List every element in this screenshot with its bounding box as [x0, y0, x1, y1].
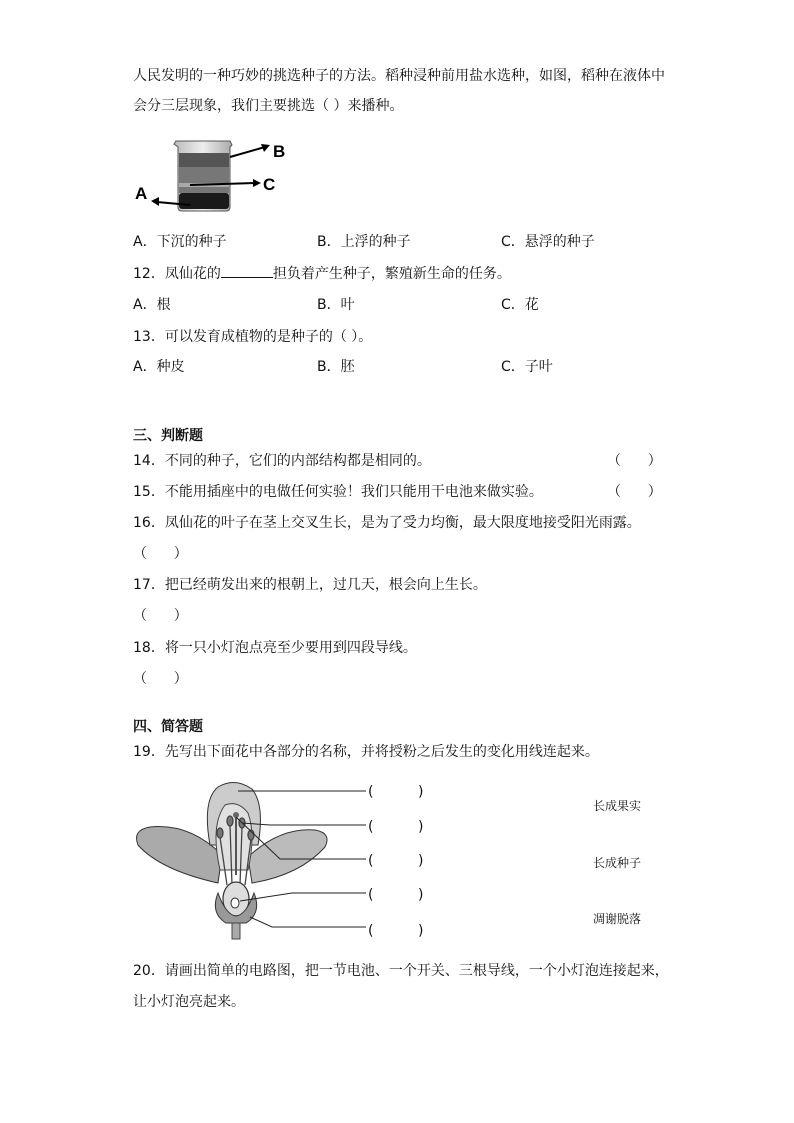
change-label-wither: 凋谢脱落	[593, 912, 642, 926]
flower-structure-diagram	[130, 775, 380, 940]
q17-statement: 17．把已经萌发出来的根朝上，过几天，根会向上生长。	[133, 577, 487, 593]
beaker-label-a: A	[135, 184, 148, 203]
flower-part-blank-1[interactable]: ( )	[368, 784, 424, 800]
q12-option-a: A．根	[133, 297, 171, 313]
q20-question-line-1: 20．请画出简单的电路图，把一节电池、一个开关、三根导线，一个小灯泡连接起来，	[133, 963, 669, 979]
intro-line-2: 会分三层现象，我们主要挑选（ ）来播种。	[133, 98, 404, 114]
q15-statement: 15．不能用插座中的电做任何实验！我们只能用干电池来做实验。	[133, 484, 543, 500]
q18-statement: 18．将一只小灯泡点亮至少要用到四段导线。	[133, 640, 417, 656]
q13-option-c: C．子叶	[501, 359, 553, 375]
q13-question: 13．可以发育成植物的是种子的（ ）。	[133, 329, 373, 345]
q12-option-c: C．花	[501, 297, 539, 313]
q17-answer-paren[interactable]: （ ）	[133, 608, 188, 624]
q13-option-b: B．胚	[317, 359, 355, 375]
flower-part-blank-4[interactable]: ( )	[368, 887, 424, 903]
section-4-title: 四、简答题	[133, 719, 203, 735]
beaker-label-c: C	[263, 175, 276, 194]
q11-option-a: A．下沉的种子	[133, 234, 227, 250]
q16-statement: 16．凤仙花的叶子在茎上交叉生长，是为了受力均衡，最大限度地接受阳光雨露。	[133, 515, 641, 531]
q12-text-pre: 12．凤仙花的	[133, 266, 221, 282]
flower-part-blank-5[interactable]: ( )	[368, 923, 424, 939]
q18-answer-paren[interactable]: （ ）	[133, 671, 188, 687]
q19-question: 19．先写出下面花中各部分的名称，并将授粉之后发生的变化用线连起来。	[133, 744, 599, 760]
flower-part-blank-3[interactable]: ( )	[368, 853, 424, 869]
intro-line-1: 人民发明的一种巧妙的挑选种子的方法。稻种浸种前用盐水选种，如图，稻种在液体中	[133, 68, 665, 84]
q12-blank[interactable]	[221, 263, 273, 278]
section-3-title: 三、判断题	[133, 428, 203, 444]
q13-option-a: A．种皮	[133, 359, 185, 375]
q16-answer-paren[interactable]: （ ）	[133, 546, 188, 562]
q20-question-line-2: 让小灯泡亮起来。	[133, 994, 245, 1010]
q11-option-c: C．悬浮的种子	[501, 234, 595, 250]
q14-answer-paren[interactable]: （ ）	[607, 453, 662, 469]
q14-statement: 14．不同的种子，它们的内部结构都是相同的。	[133, 453, 431, 469]
change-label-seed: 长成种子	[593, 856, 642, 870]
q12-question	[133, 263, 511, 284]
change-label-fruit: 长成果实	[593, 799, 642, 813]
q12-option-b: B．叶	[317, 297, 355, 313]
q12-text-post: 担负着产生种子，繁殖新生命的任务。	[272, 266, 511, 282]
q11-option-b: B．上浮的种子	[317, 234, 411, 250]
q15-answer-paren[interactable]: （ ）	[607, 484, 662, 500]
flower-part-blank-2[interactable]: ( )	[368, 819, 424, 835]
salt-water-beaker-figure	[130, 135, 300, 220]
beaker-label-b: B	[273, 142, 286, 161]
